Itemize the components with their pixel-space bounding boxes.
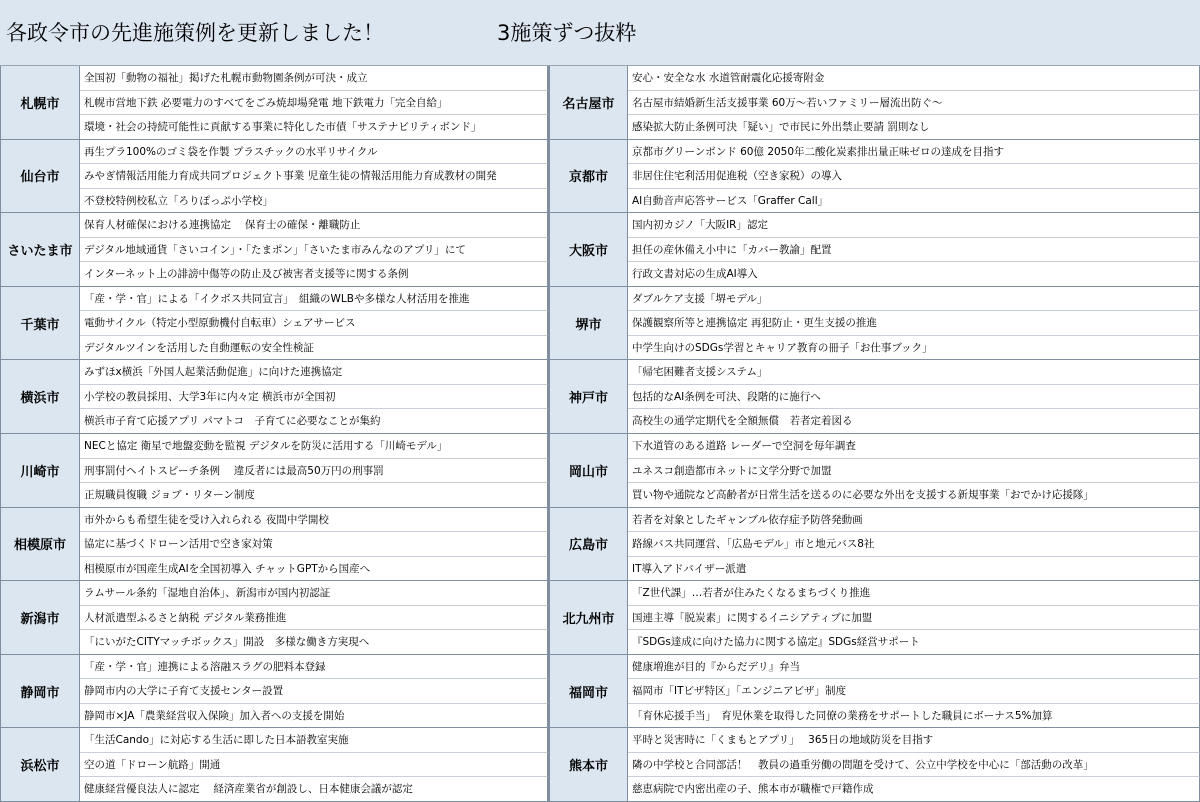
policy-item: 非居住住宅利活用促進税（空き家税）の導入 <box>628 164 1200 189</box>
page-title: 各政令市の先進施策例を更新しました！ <box>6 21 384 45</box>
city-name: 名古屋市 <box>550 66 628 140</box>
policy-item: みやぎ情報活用能力育成共同プロジェクト事業 児童生徒の情報活用能力育成教材の開発 <box>80 164 548 189</box>
policy-item: 「産・学・官」による「イクボス共同宣言」 組織のWLBや多様な人材活用を推進 <box>80 287 548 312</box>
policy-item: 市外からも希望生徒を受け入れられる 夜間中学開校 <box>80 508 548 533</box>
policy-item: 平時と災害時に「くまもとアプリ」 365日の地域防災を目指す <box>628 728 1200 753</box>
city-name: 堺市 <box>550 287 628 361</box>
city-name: 岡山市 <box>550 434 628 508</box>
policy-item: 買い物や通院など高齢者が日常生活を送るのに必要な外出を支援する新規事業「おでかけ応援隊」 <box>628 483 1200 508</box>
policy-item: 刑事罰付ヘイトスピーチ条例 違反者には最高50万円の刑事罰 <box>80 459 548 484</box>
policy-item: 電動サイクル（特定小型原動機付自転車）シェアサービス <box>80 311 548 336</box>
city-name: 札幌市 <box>0 66 80 140</box>
policy-item: 不登校特例校私立「ろりぽっぷ小学校」 <box>80 189 548 214</box>
policy-item: デジタルツインを活用した自動運転の安全性検証 <box>80 336 548 361</box>
policy-item: 静岡市内の大学に子育て支援センター設置 <box>80 679 548 704</box>
city-name: 新潟市 <box>0 581 80 655</box>
policy-item: 相模原市が国産生成AIを全国初導入 チャットGPTから国産へ <box>80 557 548 582</box>
policy-item: 感染拡大防止条例可決「疑い」で市民に外出禁止要請 罰則なし <box>628 115 1200 140</box>
policy-item: NECと協定 衛星で地盤変動を監視 デジタルを防災に活用する「川崎モデル」 <box>80 434 548 459</box>
city-name: 静岡市 <box>0 655 80 729</box>
policy-item: 名古屋市結婚新生活支援事業 60万～若いファミリー層流出防ぐ～ <box>628 91 1200 116</box>
policy-item: 札幌市営地下鉄 必要電力のすべてをごみ焼却場発電 地下鉄電力「完全自給」 <box>80 91 548 116</box>
policy-item: IT導入アドバイザー派遣 <box>628 557 1200 582</box>
policy-item: 包括的なAI条例を可決、段階的に施行へ <box>628 385 1200 410</box>
policy-item: 行政文書対応の生成AI導入 <box>628 262 1200 287</box>
city-name: 広島市 <box>550 508 628 582</box>
policy-item: ダブルケア支援「堺モデル」 <box>628 287 1200 312</box>
policy-item: 路線バス共同運営、「広島モデル」市と地元バス8社 <box>628 532 1200 557</box>
policy-item: 正規職員復職 ジョブ・リターン制度 <box>80 483 548 508</box>
policy-item: みずほx横浜「外国人起業活動促進」に向けた連携協定 <box>80 360 548 385</box>
city-name: 北九州市 <box>550 581 628 655</box>
policy-item: 健康経営優良法人に認定 経済産業省が創設し、日本健康会議が認定 <box>80 777 548 802</box>
policy-item: 下水道管のある道路 レーダーで空洞を毎年調査 <box>628 434 1200 459</box>
city-name: 仙台市 <box>0 140 80 214</box>
policy-item: 健康増進が目的『からだデリ』弁当 <box>628 655 1200 680</box>
policy-item: 国連主導「脱炭素」に関するイニシアティブに加盟 <box>628 606 1200 631</box>
policy-item: 京都市グリーンボンド 60億 2050年二酸化炭素排出量正味ゼロの達成を目指す <box>628 140 1200 165</box>
policy-item: 空の道「ドローン航路」開通 <box>80 753 548 778</box>
policy-item: 国内初カジノ「大阪IR」認定 <box>628 213 1200 238</box>
policy-item: 担任の産休備え小中に「カバー教諭」配置 <box>628 238 1200 263</box>
policy-item: 横浜市子育て応援アプリ パマトコ 子育てに必要なことが集約 <box>80 409 548 434</box>
policy-item: 「にいがたCITYマッチボックス」開設 多様な働き方実現へ <box>80 630 548 655</box>
policy-item: 「Z世代課」…若者が住みたくなるまちづくり推進 <box>628 581 1200 606</box>
policy-item: 中学生向けのSDGs学習とキャリア教育の冊子「お仕事ブック」 <box>628 336 1200 361</box>
policy-item: 全国初「動物の福祉」掲げた札幌市動物園条例が可決・成立 <box>80 66 548 91</box>
page-subtitle: 3施策ずつ抜粋 <box>497 21 637 45</box>
city-name: さいたま市 <box>0 213 80 287</box>
policy-item: 若者を対象としたギャンブル依存症予防啓発動画 <box>628 508 1200 533</box>
city-name: 神戸市 <box>550 360 628 434</box>
policy-item: 慈恵病院で内密出産の子、熊本市が職権で戸籍作成 <box>628 777 1200 802</box>
policy-item: 福岡市「ITビザ特区」「エンジニアビザ」制度 <box>628 679 1200 704</box>
policy-item: 小学校の教員採用、大学3年に内々定 横浜市が全国初 <box>80 385 548 410</box>
policy-item: 高校生の通学定期代を全額無償 若者定着図る <box>628 409 1200 434</box>
city-name: 京都市 <box>550 140 628 214</box>
city-name: 横浜市 <box>0 360 80 434</box>
city-name: 熊本市 <box>550 728 628 802</box>
city-name: 大阪市 <box>550 213 628 287</box>
policy-item: 静岡市×JA「農業経営収入保険」加入者への支援を開始 <box>80 704 548 729</box>
city-name: 福岡市 <box>550 655 628 729</box>
policy-table <box>0 66 1200 802</box>
policy-item: AI自動音声応答サービス「Graffer Call」 <box>628 189 1200 214</box>
column-divider <box>548 66 550 802</box>
city-name: 相模原市 <box>0 508 80 582</box>
policy-item: 人材派遣型ふるさと納税 デジタル業務推進 <box>80 606 548 631</box>
city-name: 川崎市 <box>0 434 80 508</box>
policy-item: 「産・学・官」連携による溶融スラグの肥料本登録 <box>80 655 548 680</box>
policy-item: 「育休応援手当」 育児休業を取得した同僚の業務をサポートした職員にボーナス5%加算 <box>628 704 1200 729</box>
page-header <box>0 0 1200 66</box>
policy-item: ラムサール条約「湿地自治体」、新潟市が国内初認証 <box>80 581 548 606</box>
policy-item: 『SDGs達成に向けた協力に関する協定』SDGs経営サポート <box>628 630 1200 655</box>
policy-item: デジタル地域通貨「さいコイン」・「たまポン」「さいたま市みんなのアプリ」にて <box>80 238 548 263</box>
policy-item: ユネスコ創造都市ネットに文学分野で加盟 <box>628 459 1200 484</box>
policy-item: 安心・安全な水 水道管耐震化応援寄附金 <box>628 66 1200 91</box>
policy-item: 再生プラ100%のゴミ袋を作製 プラスチックの水平リサイクル <box>80 140 548 165</box>
policy-item: 「生活Cando」に対応する生活に即した日本語教室実施 <box>80 728 548 753</box>
policy-item: 「帰宅困難者支援システム」 <box>628 360 1200 385</box>
policy-item: インターネット上の誹謗中傷等の防止及び被害者支援等に関する条例 <box>80 262 548 287</box>
city-name: 浜松市 <box>0 728 80 802</box>
policy-item: 保育人材確保における連携協定 保育士の確保・離職防止 <box>80 213 548 238</box>
policy-item: 協定に基づくドローン活用で空き家対策 <box>80 532 548 557</box>
policy-item: 環境・社会の持続可能性に貢献する事業に特化した市債「サステナビリティボンド」 <box>80 115 548 140</box>
policy-item: 隣の中学校と合同部活！ 教員の過重労働の問題を受けて、公立中学校を中心に「部活動の改革」 <box>628 753 1200 778</box>
policy-item: 保護観察所等と連携協定 再犯防止・更生支援の推進 <box>628 311 1200 336</box>
city-name: 千葉市 <box>0 287 80 361</box>
